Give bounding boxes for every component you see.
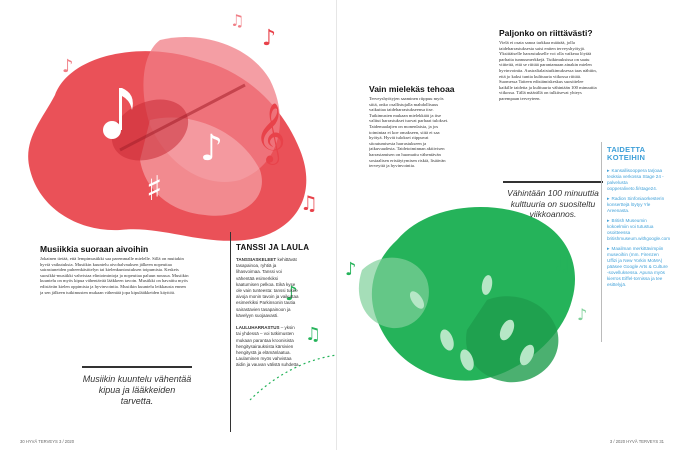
page-footer-right: 3 / 2020 HYVÄ TERVEYS 31: [609, 439, 664, 444]
svg-text:♪: ♪: [262, 26, 277, 51]
section-title-paljonko: Paljonko on riittävästi?: [499, 28, 593, 38]
tip-item: ▸ Kansallisooppera tarjoaa teoksia verkossa Stage 24 -palvelusta oopperaliveto.fi/stage24.: [607, 168, 664, 191]
svg-text:♫: ♫: [230, 11, 245, 30]
svg-text:♪: ♪: [62, 56, 74, 77]
arrow-icon: ▸: [607, 196, 610, 202]
pull-quote-right: Vähintään 100 minuuttia kulttuuria on suositeltu viikkoannos.: [507, 188, 599, 219]
eighth-note-icon: [200, 128, 223, 169]
svg-text:♫: ♫: [305, 324, 322, 345]
tip-item: ▸ British Museumin kokoelmiin voi tutustua osoitteessa britishmuseum.withgoogle.com: [607, 218, 671, 241]
svg-text:♫: ♫: [552, 251, 572, 276]
section-body-paljonko: Vielä ei osata sanoa tarkkaa määrää, jolla taideharrastuksesta saisi eniten terveyshyötyjä. Yksittäiselle harrastukselle voi olla vaikeaa löytää parhaita tunnusmerkkejä. Tutkimuksissa on saatu viitteitä, että se riittää parantamaan ainakin mielen hyvinvointia. Australialaistutkimuksessa taas nähtiin, että jo kaksi tuntia kulttuuria viikossa riittää. Suomessa Taiteen edistämiskeskus suosittelee kaikille taidetta ja kulttuuria vähintään 100 minuuttia viikossa. Tällä määrällä on tulkitsevat yhteys parempaan terveyteen.: [499, 40, 597, 101]
lead-tanssiaskeleet: TANSSIASKELEET: [236, 257, 277, 262]
tip-item: ▸ Radion Sinfoniaorkesterin konserttejä löytyy Yle Areenasta.: [607, 196, 665, 213]
section-body-vain-mielekas: Terveyshyötyjen saaminen riippuu myös siitä, onko osallistujalla mahdollisuus vaikuttaa taideharrastukseensa itse. Tutkimusten mukaan mielekkäät ja itse valitut harrastukset tuovat parhaat tulokset. Taidemaalajien on monenlaisia, ja jos toimintaa ei koe omakseen, siitä ei saa hyötyä. Hyvät tulokset riippuvat sitoutumisesta harrastukseen ja jatkuvuudesta. Taidetoiminnan aktiivisen harrastamisen on huomattu vähentävän sosiaalisen eristäytymisen riskiä, lisäävän terveyttä ja hyvinvointia.: [369, 96, 449, 169]
section-title-tanssi: TANSSI JA LAULA: [236, 243, 310, 252]
quote-rule-right: [503, 181, 603, 183]
section-title-musiikkia: Musiikkia suoraan aivoihin: [40, 244, 149, 254]
section-body-musiikkia: Jokainen tietää, että lempimusiikki saa paremmalle mielelle. Sillä on muitakin hyviä vaikutuksia. Musiikin kuuntelu aivohalvauksen jälkeen nopeuttaa sairastuneiden puheenkäsittelyn tai kielenkuntoutuksen toipumista. Keskeis suosikki-musiikki vahvistaa elintoimintoja ja nopeuttaa paluun nousua. Musiikin kuuntelu on myös kipua vähentävää lääkkeen tavoin. Musiikki on havaittu myös edistävän kielen oppimista ja hyvinvointia. Musiikin kuuntelu leikkausta ennen ja sen jälkeen tutkimusten mukaan vähentää jopa kipulääkkeiden käyttöä.: [40, 256, 189, 295]
arrow-icon: ▸: [607, 168, 610, 174]
svg-text:♫: ♫: [300, 191, 318, 215]
page-footer-left: 30 HYVÄ TERVEYS 3 / 2020: [20, 439, 75, 444]
section-title-vain-mielekas: Vain mielekäs tehoaa: [369, 84, 455, 94]
lead-lauluharrastus: LAULUHARRASTUS: [236, 325, 280, 331]
sidebar-divider: [601, 142, 602, 342]
right-page: [337, 0, 674, 450]
svg-text:♪: ♪: [200, 128, 223, 169]
svg-text:♪: ♪: [577, 305, 588, 324]
svg-text:♪: ♪: [345, 259, 357, 280]
light-green-shape: [359, 258, 429, 328]
sharp-icon: [146, 169, 162, 209]
arrow-icon: ▸: [607, 246, 610, 252]
svg-text:𝄞: 𝄞: [255, 103, 286, 163]
column-divider: [230, 232, 231, 432]
tip-item: ▸ Maailman merkittävimpiin museoihin (mm. Firenzen Uffizi ja New Yorkin MoMA) pääsee Google Arts & Culture -sovelluksessa. Apuna myös kierros Eiffel-tornissa ja tee esittelyjä.: [607, 246, 668, 287]
svg-text:♪: ♪: [285, 281, 298, 305]
svg-text:♯: ♯: [146, 169, 163, 209]
section-body-tanssi: [236, 257, 300, 369]
body-tanssiaskeleet: kehittävät tasapainoa, ryhtiä ja lihasvoimaa. Tanssi voi vähentää esimerkiksi kaatumisen pelkoa. Eikä kyse ole vain tunteesta: tanssi tukee aivoja monin tavoin ja vaikuttaa esimerkiksi Parkinsonin tautia sairastavien tasapainoon ja kävelyyn suojaavasti.: [236, 257, 299, 318]
quote-rule: [82, 366, 192, 368]
body-lauluharrastus: – yksin tai yhdessä – voi tutkimusten mukaan parantaa kroonisista hengitysairauksista kärsivien hengitystä ja elämänlaatua. Laulaminen myös vahvistaa äidin ja vauvan välistä suhdetta.: [236, 325, 300, 368]
arrow-icon: ▸: [607, 218, 610, 224]
sidebar-tips: [607, 168, 669, 288]
sidebar-title: TAIDETTA KOTEIHIN: [607, 145, 646, 162]
pull-quote: Musiikin kuuntelu vähentää kipua ja lääkkeiden tarvetta.: [82, 374, 192, 406]
treble-clef-icon: [255, 103, 286, 165]
